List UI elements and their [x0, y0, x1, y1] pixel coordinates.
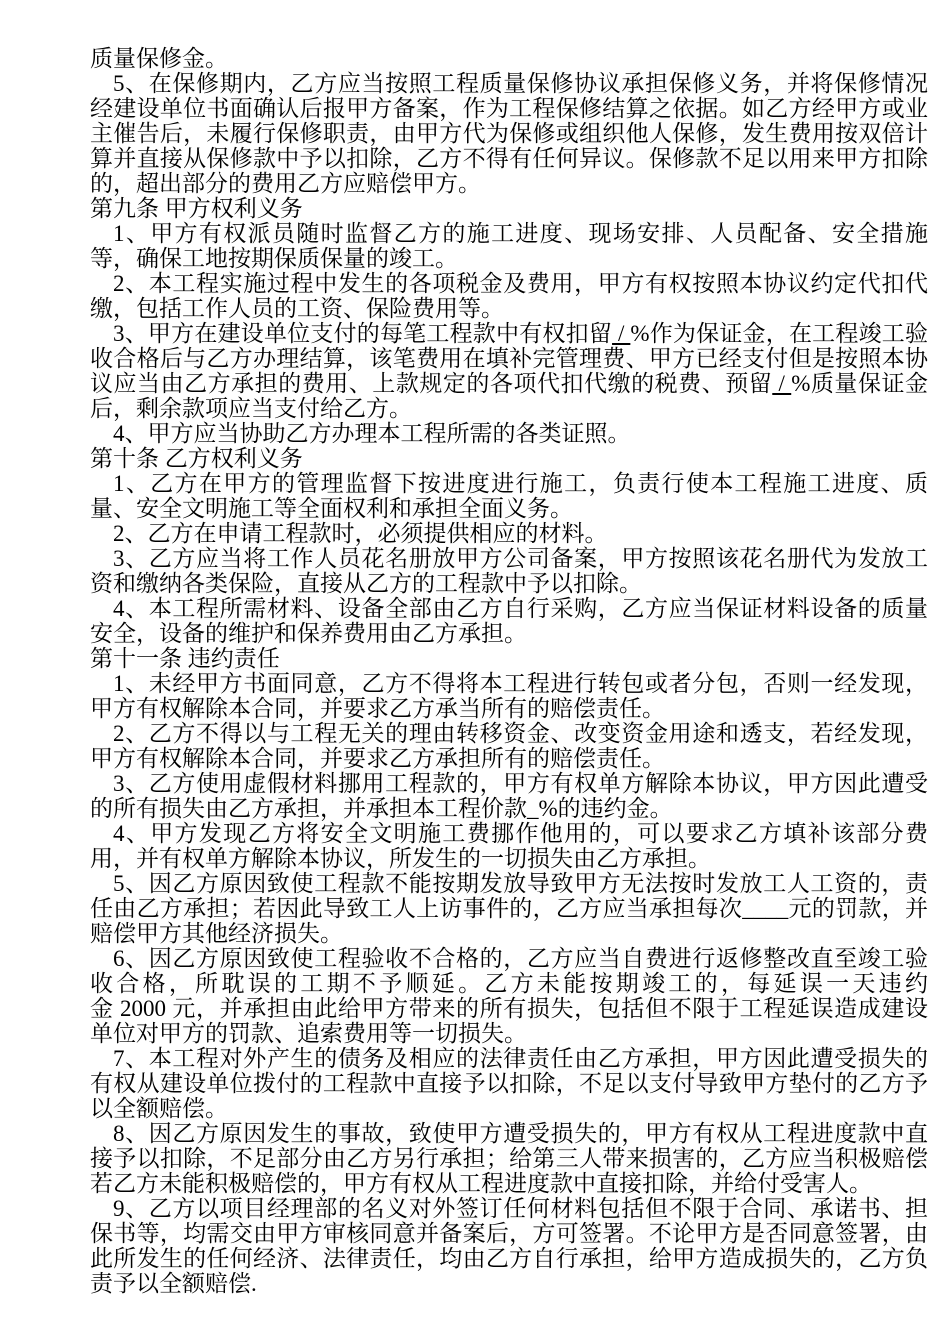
fill-in-blank: / — [772, 371, 792, 396]
text-run: 4、本工程所需材料、设备全部由乙方自行采购，乙方应当保证材料设备的质量安全，设备的维护和保养费用由乙方承担。 — [90, 596, 928, 646]
text-run: %的违约金。 — [538, 796, 673, 821]
contract-document — [90, 46, 928, 1296]
text-run: 8、因乙方原因发生的事故，致使甲方遭受损失的，甲方有权从工程进度款中直接予以扣除，不足部分由乙方另行承担；给第三人带来损害的，乙方应当积极赔偿若乙方未能积极赔偿的，甲方有权从工程进度款中直接扣除，并给付受害人。 — [90, 1121, 928, 1196]
text-run: 第九条 甲方权利义务 — [90, 196, 303, 221]
text-run: 9、乙方以项目经理部的名义对外签订任何材料包括但不限于合同、承诺书、担保书等，均需交由甲方审核同意并备案后，方可签署。不论甲方是否同意签署，由此所发生的任何经济、法律责任，均由乙方自行承担，给甲方造成损失的，乙方负责予以全额赔偿. — [90, 1196, 928, 1296]
contract-paragraph — [90, 596, 928, 646]
text-run: ____ — [742, 896, 789, 921]
text-run: %作为保证金，在工程竣工验收合格后与乙方办理结算，该笔费用在填补完管理费、甲方已经支付但是按照本协议应当由乙方承担的费用、上款规定的各项代扣代缴的税费、预留 — [90, 321, 928, 396]
section-heading — [90, 196, 928, 221]
contract-paragraph — [90, 546, 928, 596]
text-run: 2、乙方在申请工程款时，必须提供相应的材料。 — [113, 521, 608, 546]
text-run: 第十一条 违约责任 — [90, 646, 280, 671]
text-run: %质量保证金后，剩余款项应当支付给乙方。 — [90, 371, 929, 421]
fill-in-blank: / — [612, 321, 631, 346]
text-run: 3、乙方应当将工作人员花名册放甲方公司备案，甲方按照该花名册代为发放工资和缴纳各类保险，直接从乙方的工程款中予以扣除。 — [90, 546, 928, 596]
contract-paragraph — [90, 821, 928, 871]
contract-paragraph — [90, 871, 928, 946]
text-run: 5、在保修期内，乙方应当按照工程质量保修协议承担保修义务，并将保修情况经建设单位书面确认后报甲方备案，作为工程保修结算之依据。如乙方经甲方或业主催告后，未履行保修职责，由甲方代为保修或组织他人保修，发生费用按双倍计算并直接从保修款中予以扣除，乙方不得有任何异议。保修款不足以用来甲方扣除的，超出部分的费用乙方应赔偿甲方。 — [90, 71, 928, 196]
text-run: 1、甲方有权派员随时监督乙方的施工进度、现场安排、人员配备、安全措施等，确保工地按期保质保量的竣工。 — [90, 221, 928, 271]
text-run: 4、甲方应当协助乙方办理本工程所需的各类证照。 — [113, 421, 631, 446]
text-run: 质量保修金。 — [90, 46, 228, 71]
contract-paragraph — [90, 521, 928, 546]
text-run: 第十条 乙方权利义务 — [90, 446, 303, 471]
text-run: _ — [527, 796, 539, 821]
text-run: 1、未经甲方书面同意，乙方不得将本工程进行转包或者分包，否则一经发现，甲方有权解除本合同，并要求乙方承当所有的赔偿责任。 — [90, 671, 928, 721]
text-run: 3、乙方使用虚假材料挪用工程款的，甲方有权单方解除本协议，甲方因此遭受的所有损失由乙方承担，并承担本工程价款 — [90, 771, 928, 821]
text-run: 4、甲方发现乙方将安全文明施工费挪作他用的，可以要求乙方填补该部分费用，并有权单方解除本协议，所发生的一切损失由乙方承担。 — [90, 821, 928, 871]
text-run: 7、本工程对外产生的债务及相应的法律责任由乙方承担，甲方因此遭受损失的有权从建设单位拨付的工程款中直接予以扣除，不足以支付导致甲方垫付的乙方予以全额赔偿。 — [90, 1046, 928, 1121]
contract-paragraph — [90, 46, 928, 71]
contract-paragraph — [90, 271, 928, 321]
contract-paragraph — [90, 1196, 928, 1296]
contract-paragraph — [90, 471, 928, 521]
contract-paragraph — [90, 421, 928, 446]
contract-paragraph — [90, 321, 928, 421]
section-heading — [90, 646, 928, 671]
section-heading — [90, 446, 928, 471]
text-run: 6、因乙方原因致使工程验收不合格的，乙方应当自费进行返修整改直至竣工验收合格，所耽误的工期不予顺延。乙方未能按期竣工的，每延误一天违约金 2000 元，并承担由此给甲方带来的所有损失，包括但不限于工程延误造成建设单位对甲方的罚款、追索费用等一切损失。 — [90, 946, 928, 1046]
contract-paragraph — [90, 1046, 928, 1121]
contract-paragraph — [90, 946, 928, 1046]
contract-paragraph — [90, 221, 928, 271]
text-run: 1、乙方在甲方的管理监督下按进度进行施工，负责行使本工程施工进度、质量、安全文明施工等全面权利和承担全面义务。 — [90, 471, 928, 521]
text-run: 元的罚款，并赔偿甲方其他经济损失。 — [90, 896, 929, 946]
text-run: 2、本工程实施过程中发生的各项税金及费用，甲方有权按照本协议约定代扣代缴，包括工作人员的工资、保险费用等。 — [90, 271, 928, 321]
text-run: 2、乙方不得以与工程无关的理由转移资金、改变资金用途和透支，若经发现，甲方有权解除本合同，并要求乙方承担所有的赔偿责任。 — [90, 721, 928, 771]
contract-paragraph — [90, 771, 928, 821]
contract-paragraph — [90, 1121, 928, 1196]
text-run: 3、甲方在建设单位支付的每笔工程款中有权扣留 — [113, 321, 613, 346]
contract-paragraph — [90, 71, 928, 196]
contract-paragraph — [90, 721, 928, 771]
text-run: 5、因乙方原因致使工程款不能按期发放导致甲方无法按时发放工人工资的，责任由乙方承担；若因此导致工人上访事件的，乙方应当承担每次 — [90, 871, 928, 921]
contract-paragraph — [90, 671, 928, 721]
